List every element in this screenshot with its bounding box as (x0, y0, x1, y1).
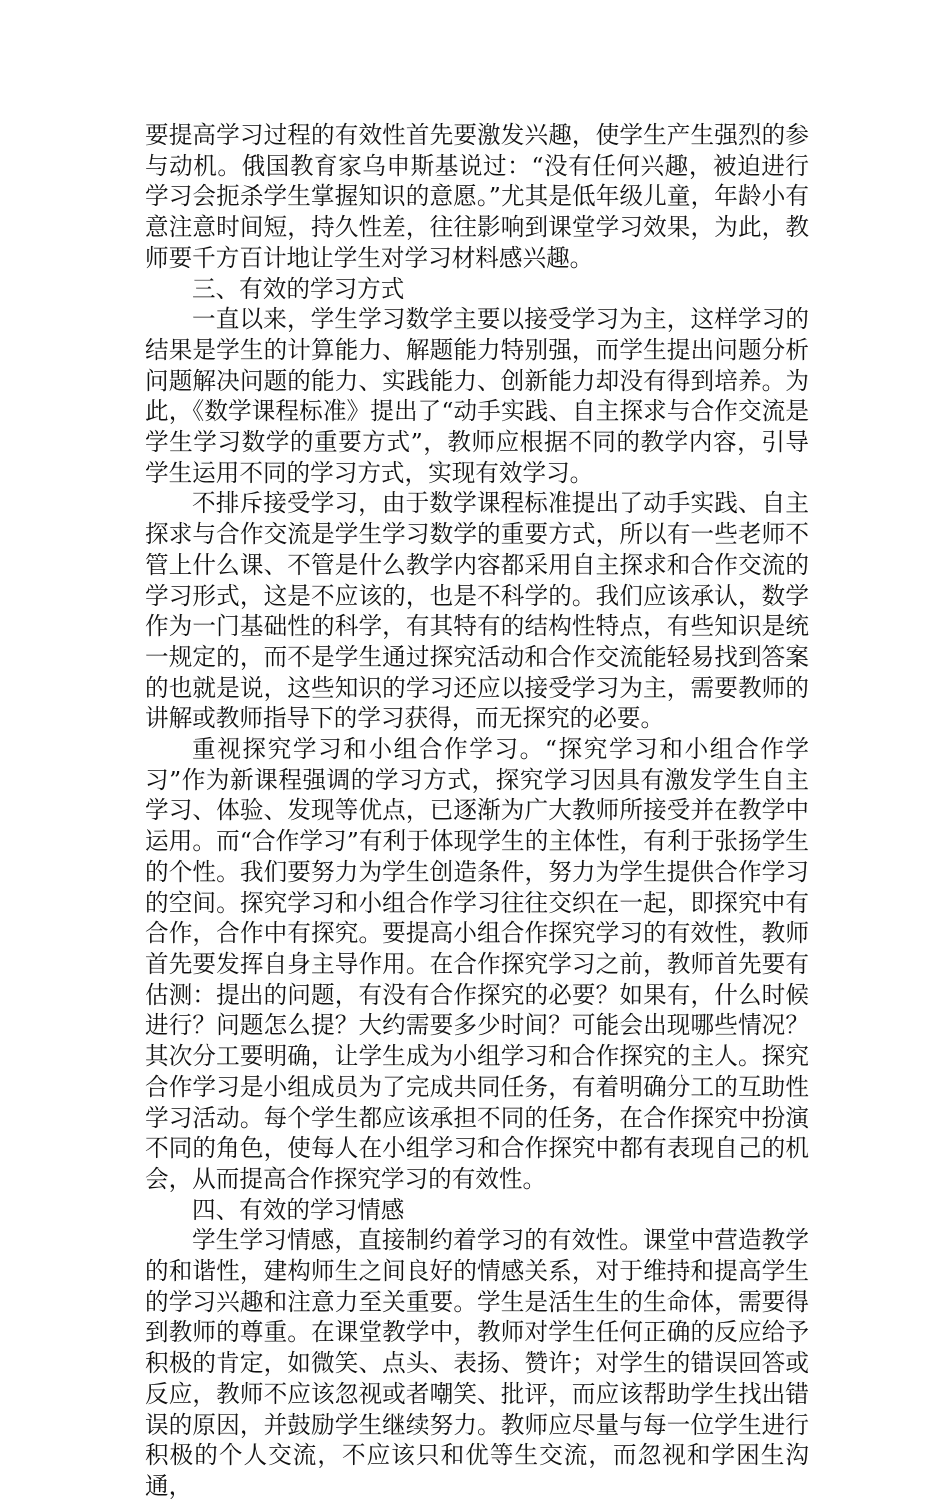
document-page (145, 120, 809, 1502)
paragraph-learning-methods-intro: 一直以来，学生学习数学主要以接受学习为主，这样学习的结果是学生的计算能力、解题能力特别强，而学生提出问题分析问题解决问题的能力、实践能力、创新能力却没有得到培养。为此，《数学课程标准》提出了“动手实践、自主探求与合作交流是学生学习数学的重要方式”，教师应根据不同的教学内容，引导学生运用不同的学习方式，实现有效学习。 (145, 305, 809, 487)
section-heading-learning-emotion: 四、有效的学习情感 (192, 1195, 405, 1224)
paragraph-inquiry-cooperative-learning: 重视探究学习和小组合作学习。“探究学习和小组合作学习”作为新课程强调的学习方式，探究学习因具有激发学生自主学习、体验、发现等优点，已逐渐为广大教师所接受并在教学中运用。而“合作学习”有利于体现学生的主体性，有利于张扬学生的个性。我们要努力为学生创造条件，努力为学生提供合作学习的空间。探究学习和小组合作学习往往交织在一起，即探究中有合作，合作中有探究。要提高小组合作探究学习的有效性，教师首先要发挥自身主导作用。在合作探究学习之前，教师首先要有估测：提出的问题，有没有合作探究的必要？如果有，什么时候进行？问题怎么提？大约需要多少时间？可能会出现哪些情况？其次分工要明确，让学生成为小组学习和合作探究的主人。探究合作学习是小组成员为了完成共同任务，有着明确分工的互助性学习活动。每个学生都应该承担不同的任务，在合作探究中扮演不同的角色，使每人在小组学习和合作探究中都有表现自己的机会，从而提高合作探究学习的有效性。 (145, 735, 809, 1193)
section-heading-learning-methods: 三、有效的学习方式 (192, 274, 405, 303)
paragraph-learning-emotion: 学生学习情感，直接制约着学习的有效性。课堂中营造教学的和谐性，建构师生之间良好的情感关系，对于维持和提高学生的学习兴趣和注意力至关重要。学生是活生生的生命体，需要得到教师的尊重。在课堂教学中，教师对学生任何正确的反应给予积极的肯定，如微笑、点头、表扬、赞许；对学生的错误回答或反应，教师不应该忽视或者嘲笑、批评，而应该帮助学生找出错误的原因，并鼓励学生继续努力。教师应尽量与每一位学生进行积极的个人交流，不应该只和优等生交流，而忽视和学困生沟通， (145, 1226, 809, 1500)
paragraph-interest-continuation: 要提高学习过程的有效性首先要激发兴趣，使学生产生强烈的参与动机。俄国教育家乌申斯基说过：“没有任何兴趣，被迫进行学习会扼杀学生掌握知识的意愿。”尤其是低年级儿童，年龄小有意注意时间短，持久性差，往往影响到课堂学习效果，为此，教师要千方百计地让学生对学习材料感兴趣。 (145, 121, 809, 272)
paragraph-receptive-learning: 不排斥接受学习，由于数学课程标准提出了动手实践、自主探求与合作交流是学生学习数学的重要方式，所以有一些老师不管上什么课、不管是什么教学内容都采用自主探求和合作交流的学习形式，这是不应该的，也是不科学的。我们应该承认，数学作为一门基础性的科学，有其特有的结构性特点，有些知识是统一规定的，而不是学生通过探究活动和合作交流能轻易找到答案的也就是说，这些知识的学习还应以接受学习为主，需要教师的讲解或教师指导下的学习获得，而无探究的必要。 (145, 489, 809, 733)
